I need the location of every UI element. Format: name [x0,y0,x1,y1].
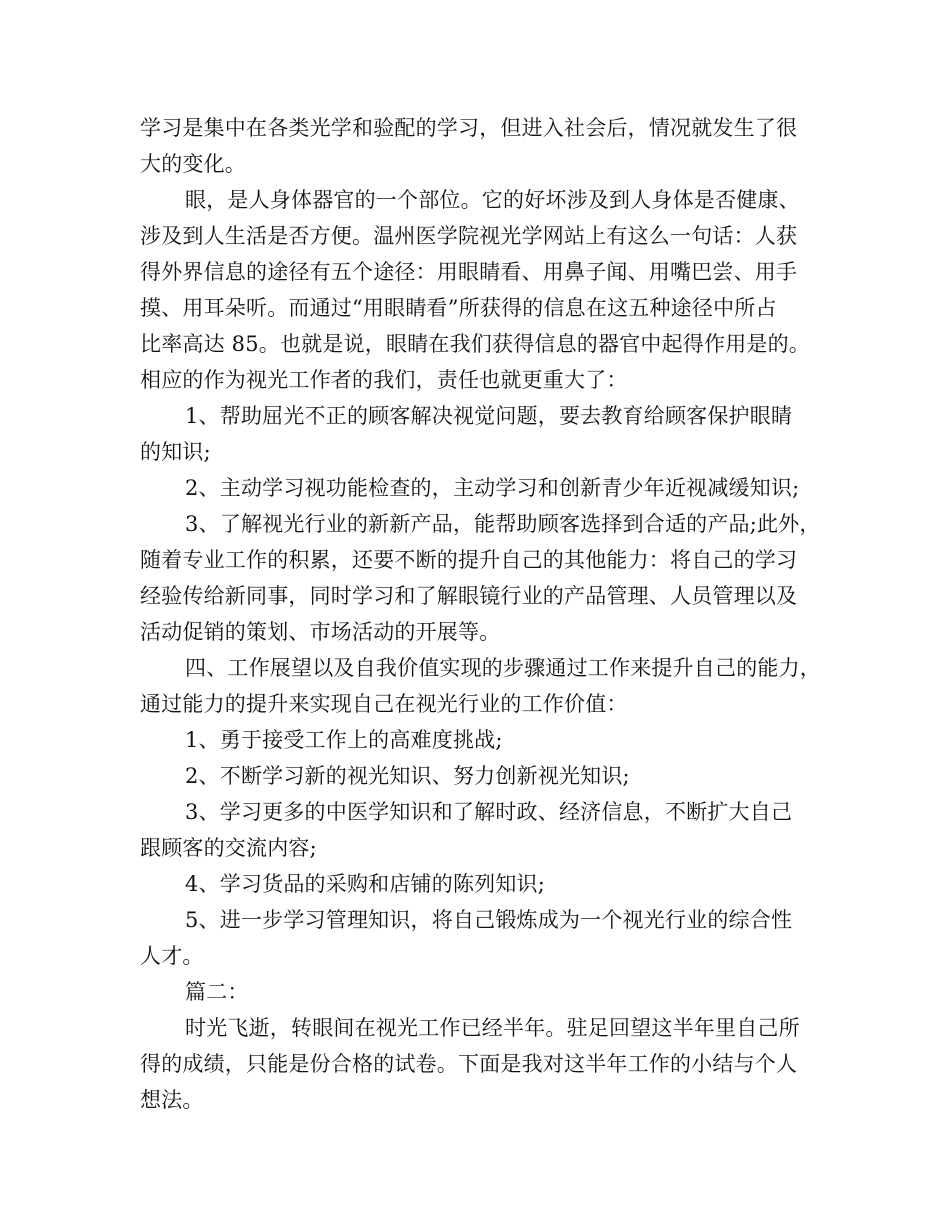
text-line: 摸、用耳朵听。而通过“用眼睛看”所获得的信息在这五种途径中所占 [140,296,777,320]
section-heading: 篇二： [185,980,249,1004]
list-item: 3、学习更多的中医学知识和了解时政、经济信息，不断扩大自己 [185,800,793,824]
list-item: 3、了解视光行业的新新产品，能帮助顾客选择到合适的产品;此外， [185,512,821,536]
text-line: 活动促销的策划、市场活动的开展等。 [140,620,501,644]
text-line: 跟顾客的交流内容; [140,836,317,860]
text-line: 得的成绩，只能是份合格的试卷。下面是我对这半年工作的小结与个人 [140,1052,798,1076]
text-line: 经验传给新同事，同时学习和了解眼镜行业的产品管理、人员管理以及 [140,584,798,608]
text-line: 学习是集中在各类光学和验配的学习，但进入社会后，情况就发生了很 [140,116,798,140]
list-item: 1、勇于接受工作上的高难度挑战; [185,728,503,752]
text-line: 比率高达 85。也就是说，眼睛在我们获得信息的器官中起得作用是的。 [140,332,810,356]
text-line: 随着专业工作的积累，还要不断的提升自己的其他能力：将自己的学习 [140,548,798,572]
list-item: 2、不断学习新的视光知识、努力创新视光知识; [185,764,630,788]
text-line: 想法。 [140,1088,204,1112]
list-item: 4、学习货品的采购和店铺的陈列知识; [185,872,546,896]
list-item: 1、帮助屈光不正的顾客解决视觉问题，要去教育给顾客保护眼睛 [185,404,793,428]
section-heading: 四、工作展望以及自我价值实现的步骤通过工作来提升自己的能力， [185,656,821,680]
text-line: 相应的作为视光工作者的我们，责任也就更重大了： [140,368,628,392]
text-line: 涉及到人生活是否方便。温州医学院视光学网站上有这么一句话：人获 [140,224,798,248]
list-item: 5、进一步学习管理知识，将自己锻炼成为一个视光行业的综合性 [185,908,793,932]
text-line: 得外界信息的途径有五个途径：用眼睛看、用鼻子闻、用嘴巴尝、用手 [140,260,798,284]
paragraph-start: 时光飞逝，转眼间在视光工作已经半年。驻足回望这半年里自己所 [185,1016,800,1040]
text-line: 的知识; [140,440,211,464]
text-line: 人才。 [140,944,204,968]
text-line: 通过能力的提升来实现自己在视光行业的工作价值： [140,692,628,716]
paragraph-start: 眼，是人身体器官的一个部位。它的好坏涉及到人身体是否健康、 [185,188,800,212]
list-item: 2、主动学习视功能检查的，主动学习和创新青少年近视减缓知识; [185,476,800,500]
text-line: 大的变化。 [140,152,246,176]
